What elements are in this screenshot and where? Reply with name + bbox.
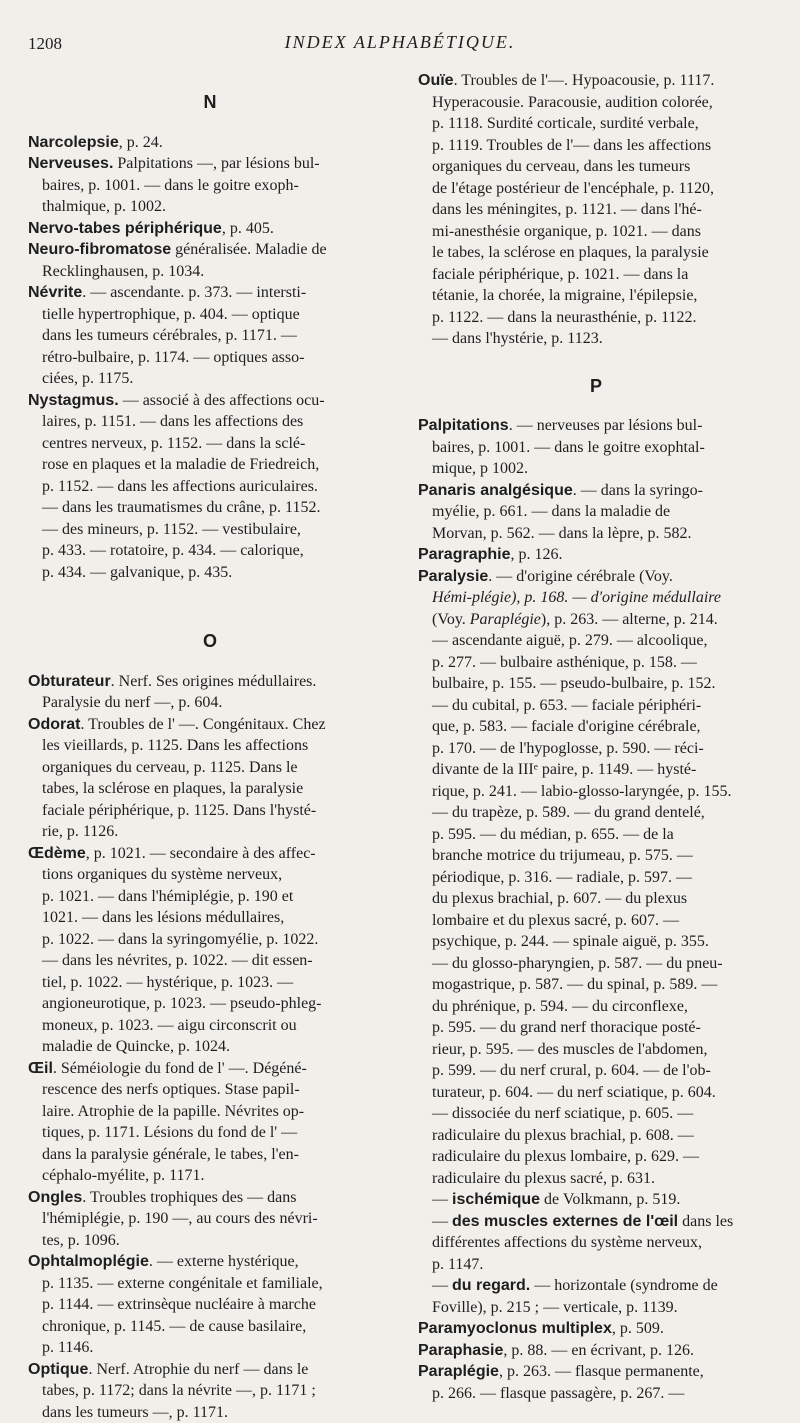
entry-line: [28, 907, 392, 929]
entry-line: [28, 368, 392, 390]
index-entry: [28, 153, 392, 218]
entry-text: radiculaire du plexus brachial, p. 608. —: [432, 1127, 694, 1144]
entry-text: laires, p. 1151. — dans les affections des: [42, 413, 303, 430]
emphasis-text: ischémique: [452, 1191, 540, 1208]
entry-text: , p. 88. — en écrivant, p. 126.: [503, 1342, 694, 1359]
entry-line: [418, 609, 774, 631]
index-entry: [418, 1361, 774, 1404]
entry-text: —: [432, 1191, 452, 1208]
entry-line: [418, 931, 774, 953]
index-entry: [28, 1359, 392, 1423]
index-entry: [418, 415, 774, 480]
section-letter: N: [28, 92, 392, 114]
entry-text: tielle hypertrophique, p. 404. — optique: [42, 306, 300, 323]
index-entry: [28, 239, 392, 282]
entry-text: rose en plaques et la maladie de Friedreich,: [42, 456, 319, 473]
entry-text: différentes affections du système nerveux,: [432, 1234, 702, 1251]
entry-line: [418, 92, 774, 114]
entry-text: branche motrice du trijumeau, p. 575. —: [432, 847, 693, 864]
index-entry: [28, 1058, 392, 1187]
entry-line: [28, 671, 392, 693]
entry-line: [28, 390, 392, 412]
entry-text: tiel, p. 1022. — hystérique, p. 1023. —: [42, 974, 293, 991]
entry-text: , p. 405.: [222, 220, 274, 237]
entry-line: [28, 1122, 392, 1144]
index-entry: [28, 714, 392, 843]
entry-line: [28, 735, 392, 757]
entry-text: . — dans la syringo-: [573, 482, 703, 499]
entry-headword: Panaris analgésique: [418, 482, 573, 499]
entry-text: — du glosso-pharyngien, p. 587. — du pneu-: [432, 955, 723, 972]
entry-line: [418, 1060, 774, 1082]
entry-headword: Nervo-tabes périphérique: [28, 220, 222, 237]
entry-line: [418, 566, 774, 588]
entry-text: mi-anesthésie organique, p. 1021. — dans: [432, 223, 701, 240]
index-entry: [28, 1187, 392, 1252]
entry-line: [28, 714, 392, 736]
entry-text: rescence des nerfs optiques. Stase papil-: [42, 1081, 300, 1098]
entry-text: . — externe hystérique,: [149, 1253, 299, 1270]
entry-text: organiques du cerveau, p. 1125. Dans le: [42, 759, 297, 776]
entry-line: [418, 652, 774, 674]
index-entry: [418, 544, 774, 566]
entry-headword: Paragraphie: [418, 546, 510, 563]
entry-line: [28, 692, 392, 714]
entry-line: [418, 328, 774, 350]
running-title: INDEX ALPHABÉTIQUE.: [0, 32, 800, 53]
entry-line: [418, 1082, 774, 1104]
entry-line: [28, 132, 392, 154]
entry-headword: Ouïe: [418, 72, 454, 89]
entry-text: p. 1021. — dans l'hémiplégie, p. 190 et: [42, 888, 293, 905]
entry-text: centres nerveux, p. 1152. — dans la sclé-: [42, 435, 305, 452]
entry-line: [28, 239, 392, 261]
entry-headword: Neuro-fibromatose: [28, 241, 171, 258]
entry-line: [418, 544, 774, 566]
entry-text: . — ascendante. p. 373. — intersti-: [82, 284, 306, 301]
entry-line: [418, 738, 774, 760]
entry-text: généralisée. Maladie de: [171, 241, 326, 258]
entry-text: p. 1146.: [42, 1339, 93, 1356]
entry-line: [28, 347, 392, 369]
entry-headword: Paralysie: [418, 568, 488, 585]
entry-text: Morvan, p. 562. — dans la lèpre, p. 582.: [432, 525, 692, 542]
entry-line: [418, 1146, 774, 1168]
entry-text: dans la paralysie générale, le tabes, l'en-: [42, 1146, 299, 1163]
entry-text: dans les: [678, 1213, 733, 1230]
entry-text: p. 599. — du nerf crural, p. 604. — de l'ob-: [432, 1062, 711, 1079]
entry-text: p. 277. — bulbaire asthénique, p. 158. —: [432, 654, 697, 671]
entry-line: [418, 824, 774, 846]
entry-text: dans les méningites, p. 1121. — dans l'hé-: [432, 201, 702, 218]
index-entry: [28, 671, 392, 714]
entry-line: [28, 1402, 392, 1423]
entry-line: [28, 1380, 392, 1402]
index-entry: [28, 390, 392, 584]
entry-text: , p. 126.: [510, 546, 562, 563]
entry-line: [28, 950, 392, 972]
entry-line: [28, 261, 392, 283]
entry-line: [418, 199, 774, 221]
entry-line: [418, 415, 774, 437]
index-entry: [418, 1340, 774, 1362]
entry-text: chronique, p. 1145. — de cause basilaire,: [42, 1318, 306, 1335]
entry-text: . Nerf. Ses origines médullaires.: [111, 673, 317, 690]
page-header: [0, 28, 800, 60]
left-column: [28, 70, 392, 1423]
entry-text: tiques, p. 1171. Lésions du fond de l' —: [42, 1124, 297, 1141]
entry-line: [28, 1058, 392, 1080]
index-entry: [28, 282, 392, 390]
entry-line: [418, 1039, 774, 1061]
entry-line: [418, 953, 774, 975]
entry-text: lombaire et du plexus sacré, p. 607. —: [432, 912, 679, 929]
entry-line: [28, 1015, 392, 1037]
entry-line: [28, 929, 392, 951]
entry-text: de l'étage postérieur de l'encéphale, p. 1120,: [432, 180, 714, 197]
entry-line: [28, 1144, 392, 1166]
entry-text: laire. Atrophie de la papille. Névrites op-: [42, 1103, 304, 1120]
entry-text: —: [432, 1213, 452, 1230]
entry-line: [28, 886, 392, 908]
entry-text: baires, p. 1001. — dans le goitre exoph-: [42, 177, 299, 194]
entry-line: [28, 153, 392, 175]
entry-text: divante de la IIIᵉ paire, p. 1149. — hysté-: [432, 761, 696, 778]
entry-text: thalmique, p. 1002.: [42, 198, 166, 215]
entry-headword: Palpitations: [418, 417, 509, 434]
entry-line: [418, 673, 774, 695]
entry-text: ), p. 263. — alterne, p. 214.: [541, 611, 718, 628]
entry-headword: Paramyoclonus multiplex: [418, 1320, 612, 1337]
entry-line: [418, 1361, 774, 1383]
entry-line: [28, 196, 392, 218]
entry-text: faciale périphérique, p. 1021. — dans la: [432, 266, 688, 283]
index-entry: [418, 70, 774, 350]
entry-text: (Voy.: [432, 611, 470, 628]
entry-text: rie, p. 1126.: [42, 823, 118, 840]
entry-line: [418, 1318, 774, 1340]
entry-headword: Paraplégie: [418, 1363, 499, 1380]
entry-headword: Narcolepsie: [28, 134, 119, 151]
entry-line: [28, 519, 392, 541]
entry-line: [418, 523, 774, 545]
entry-line: [418, 437, 774, 459]
entry-line: [418, 1297, 774, 1319]
entry-line: [418, 867, 774, 889]
entry-text: , p. 509.: [612, 1320, 664, 1337]
entry-text: tétanie, la chorée, la migraine, l'épilepsie,: [432, 287, 697, 304]
entry-text: p. 1152. — dans les affections auriculaires.: [42, 478, 318, 495]
entry-text: Hyperacousie. Paracousie, audition colorée,: [432, 94, 713, 111]
index-entry: [28, 1251, 392, 1359]
entry-text: Palpitations —, par lésions bul-: [113, 155, 319, 172]
entry-headword: Odorat: [28, 716, 80, 733]
entry-text: tabes, p. 1172; dans la névrite —, p. 1171 ;: [42, 1382, 316, 1399]
entry-text: . Séméiologie du fond de l' —. Dégéné-: [53, 1060, 307, 1077]
section-letter: O: [28, 631, 392, 653]
emphasis-text: Paraplégie: [470, 611, 541, 628]
entry-text: moneux, p. 1023. — aigu circonscrit ou: [42, 1017, 297, 1034]
entry-line: [418, 587, 774, 609]
entry-line: [418, 285, 774, 307]
entry-headword: Nystagmus.: [28, 392, 119, 409]
entry-text: p. 1147.: [432, 1256, 483, 1273]
entry-line: [418, 307, 774, 329]
entry-line: [28, 1294, 392, 1316]
entry-line: [28, 325, 392, 347]
entry-line: [418, 178, 774, 200]
entry-line: [28, 304, 392, 326]
entry-line: [28, 1251, 392, 1273]
entry-text: — associé à des affections ocu-: [119, 392, 325, 409]
entry-line: [28, 497, 392, 519]
entry-text: dans les tumeurs cérébrales, p. 1171. —: [42, 327, 297, 344]
right-column: [418, 70, 774, 1404]
entry-text: —: [432, 1277, 452, 1294]
entry-text: bulbaire, p. 155. — pseudo-bulbaire, p. 152.: [432, 675, 716, 692]
index-entry: [418, 1318, 774, 1340]
entry-line: [28, 972, 392, 994]
entry-text: mogastrique, p. 587. — du spinal, p. 589. —: [432, 976, 717, 993]
entry-text: — dans les névrites, p. 1022. — dit essen-: [42, 952, 313, 969]
entry-text: que, p. 583. — faciale d'origine cérébrale,: [432, 718, 701, 735]
entry-line: [28, 1036, 392, 1058]
entry-text: , p. 24.: [119, 134, 163, 151]
page-number: 1208: [28, 34, 62, 54]
entry-headword: Nerveuses.: [28, 155, 113, 172]
entry-text: p. 1144. — extrinsèque nucléaire à marche: [42, 1296, 316, 1313]
emphasis-text: du regard.: [452, 1277, 530, 1294]
entry-line: [28, 1208, 392, 1230]
entry-text: Hémi-: [432, 589, 472, 606]
entry-line: [28, 757, 392, 779]
entry-line: [28, 562, 392, 584]
entry-text: radiculaire du plexus sacré, p. 631.: [432, 1170, 655, 1187]
entry-line: [418, 70, 774, 92]
entry-line: [418, 888, 774, 910]
entry-text: 1021. — dans les lésions médullaires,: [42, 909, 284, 926]
entry-line: [418, 695, 774, 717]
entry-text: p. 1119. Troubles de l'— dans les affections: [432, 137, 711, 154]
entry-text: . Troubles trophiques des — dans: [82, 1189, 296, 1206]
entry-line: [418, 1254, 774, 1276]
entry-text: radiculaire du plexus lombaire, p. 629. —: [432, 1148, 699, 1165]
entry-text: dans les tumeurs —, p. 1171.: [42, 1404, 228, 1421]
entry-text: Recklinghausen, p. 1034.: [42, 263, 204, 280]
index-entry: [28, 132, 392, 154]
entry-text: organiques du cerveau, dans les tumeurs: [432, 158, 690, 175]
entry-line: [418, 242, 774, 264]
entry-headword: Œdème: [28, 845, 86, 862]
entry-text: turateur, p. 604. — du nerf sciatique, p. 604.: [432, 1084, 716, 1101]
entry-text: l'hémiplégie, p. 190 —, au cours des névri-: [42, 1210, 318, 1227]
entry-line: [28, 218, 392, 240]
section-letter: P: [418, 376, 774, 398]
entry-text: . — d'origine cérébrale (Voy.: [488, 568, 673, 585]
entry-line: [418, 1103, 774, 1125]
entry-text: . Nerf. Atrophie du nerf — dans le: [88, 1361, 308, 1378]
entry-line: [418, 221, 774, 243]
entry-text: p. 170. — de l'hypoglosse, p. 590. — réci-: [432, 740, 704, 757]
entry-line: [28, 1337, 392, 1359]
entry-headword: Optique: [28, 1361, 88, 1378]
emphasis-text: plégie), p. 168. — d'origine médullaire: [472, 589, 721, 606]
entry-text: — du cubital, p. 653. — faciale périphéri-: [432, 697, 701, 714]
entry-text: de Volkmann, p. 519.: [540, 1191, 680, 1208]
entry-text: — des mineurs, p. 1152. — vestibulaire,: [42, 521, 301, 538]
entry-line: [28, 1079, 392, 1101]
entry-text: ciées, p. 1175.: [42, 370, 133, 387]
entry-line: [418, 630, 774, 652]
entry-text: p. 595. — du grand nerf thoracique posté-: [432, 1019, 701, 1036]
entry-text: maladie de Quincke, p. 1024.: [42, 1038, 230, 1055]
entry-line: [28, 1165, 392, 1187]
entry-line: [418, 264, 774, 286]
entry-line: [28, 1101, 392, 1123]
entry-text: périodique, p. 316. — radiale, p. 597. —: [432, 869, 692, 886]
entry-line: [418, 135, 774, 157]
entry-line: [418, 1189, 774, 1211]
entry-line: [418, 1340, 774, 1362]
entry-text: — horizontale (syndrome de: [530, 1277, 718, 1294]
entry-text: p. 1118. Surdité corticale, surdité verbale,: [432, 115, 699, 132]
entry-text: tions organiques du système nerveux,: [42, 866, 282, 883]
entry-line: [28, 821, 392, 843]
entry-text: p. 595. — du médian, p. 655. — de la: [432, 826, 674, 843]
entry-line: [28, 993, 392, 1015]
entry-text: . — nerveuses par lésions bul-: [509, 417, 703, 434]
entry-line: [418, 759, 774, 781]
entry-headword: Ongles: [28, 1189, 82, 1206]
entry-line: [28, 1273, 392, 1295]
entry-line: [28, 1230, 392, 1252]
index-entry: [418, 566, 774, 1319]
entry-text: rique, p. 241. — labio-glosso-laryngée, p. 155.: [432, 783, 732, 800]
entry-line: [418, 974, 774, 996]
entry-text: tabes, la sclérose en plaques, la paralysie: [42, 780, 303, 797]
entry-line: [418, 1125, 774, 1147]
entry-headword: Névrite: [28, 284, 82, 301]
entry-headword: Œil: [28, 1060, 53, 1077]
entry-line: [418, 156, 774, 178]
entry-text: psychique, p. 244. — spinale aiguë, p. 355.: [432, 933, 709, 950]
entry-line: [28, 864, 392, 886]
entry-text: céphalo-myélite, p. 1171.: [42, 1167, 204, 1184]
entry-text: du phrénique, p. 594. — du circonflexe,: [432, 998, 688, 1015]
entry-line: [28, 1316, 392, 1338]
entry-text: les vieillards, p. 1125. Dans les affections: [42, 737, 308, 754]
entry-text: — dans les traumatismes du crâne, p. 1152.: [42, 499, 320, 516]
entry-headword: Ophtalmoplégie: [28, 1253, 149, 1270]
entry-line: [28, 843, 392, 865]
entry-line: [418, 716, 774, 738]
entry-text: faciale périphérique, p. 1125. Dans l'hysté-: [42, 802, 316, 819]
entry-text: p. 1122. — dans la neurasthénie, p. 1122.: [432, 309, 697, 326]
entry-text: du plexus brachial, p. 607. — du plexus: [432, 890, 687, 907]
entry-line: [418, 458, 774, 480]
entry-line: [418, 1275, 774, 1297]
entry-text: mique, p 1002.: [432, 460, 528, 477]
entry-text: Foville), p. 215 ; — verticale, p. 1139.: [432, 1299, 678, 1316]
entry-line: [418, 1383, 774, 1405]
entry-line: [418, 1232, 774, 1254]
entry-text: le tabes, la sclérose en plaques, la paralysie: [432, 244, 709, 261]
entry-text: Paralysie du nerf —, p. 604.: [42, 694, 222, 711]
entry-text: myélie, p. 661. — dans la maladie de: [432, 503, 670, 520]
entry-line: [28, 454, 392, 476]
index-entry: [28, 843, 392, 1058]
entry-text: rétro-bulbaire, p. 1174. — optiques asso-: [42, 349, 304, 366]
entry-text: , p. 1021. — secondaire à des affec-: [86, 845, 316, 862]
entry-line: [418, 802, 774, 824]
entry-text: . Troubles de l' —. Congénitaux. Chez: [80, 716, 325, 733]
entry-text: p. 1135. — externe congénitale et familiale,: [42, 1275, 323, 1292]
entry-line: [28, 476, 392, 498]
entry-line: [418, 1017, 774, 1039]
entry-headword: Obturateur: [28, 673, 111, 690]
entry-line: [418, 480, 774, 502]
entry-text: — ascendante aiguë, p. 279. — alcoolique,: [432, 632, 707, 649]
index-entry: [418, 480, 774, 545]
entry-text: . Troubles de l'—. Hypoacousie, p. 1117.: [454, 72, 715, 89]
entry-text: rieur, p. 595. — des muscles de l'abdomen,: [432, 1041, 708, 1058]
entry-line: [28, 411, 392, 433]
emphasis-text: des muscles externes de l'œil: [452, 1213, 678, 1230]
entry-line: [28, 175, 392, 197]
entry-line: [418, 845, 774, 867]
index-entry: [28, 218, 392, 240]
entry-text: — dans l'hystérie, p. 1123.: [432, 330, 603, 347]
entry-text: p. 433. — rotatoire, p. 434. — calorique,: [42, 542, 304, 559]
entry-headword: Paraphasie: [418, 1342, 503, 1359]
entry-text: tes, p. 1096.: [42, 1232, 120, 1249]
entry-line: [418, 910, 774, 932]
entry-line: [418, 501, 774, 523]
entry-line: [418, 996, 774, 1018]
entry-line: [28, 1359, 392, 1381]
entry-line: [28, 282, 392, 304]
entry-line: [418, 113, 774, 135]
entry-line: [418, 781, 774, 803]
entry-line: [28, 433, 392, 455]
entry-text: — du trapèze, p. 589. — du grand dentelé,: [432, 804, 705, 821]
entry-text: p. 434. — galvanique, p. 435.: [42, 564, 232, 581]
entry-text: p. 1022. — dans la syringomyélie, p. 1022.: [42, 931, 318, 948]
entry-line: [28, 540, 392, 562]
entry-line: [28, 778, 392, 800]
entry-line: [418, 1168, 774, 1190]
entry-text: , p. 263. — flasque permanente,: [499, 1363, 704, 1380]
entry-text: baires, p. 1001. — dans le goitre exophtal-: [432, 439, 705, 456]
entry-text: angioneurotique, p. 1023. — pseudo-phleg-: [42, 995, 322, 1012]
entry-line: [28, 800, 392, 822]
entry-text: p. 266. — flasque passagère, p. 267. —: [432, 1385, 684, 1402]
entry-line: [28, 1187, 392, 1209]
entry-text: — dissociée du nerf sciatique, p. 605. —: [432, 1105, 693, 1122]
entry-line: [418, 1211, 774, 1233]
